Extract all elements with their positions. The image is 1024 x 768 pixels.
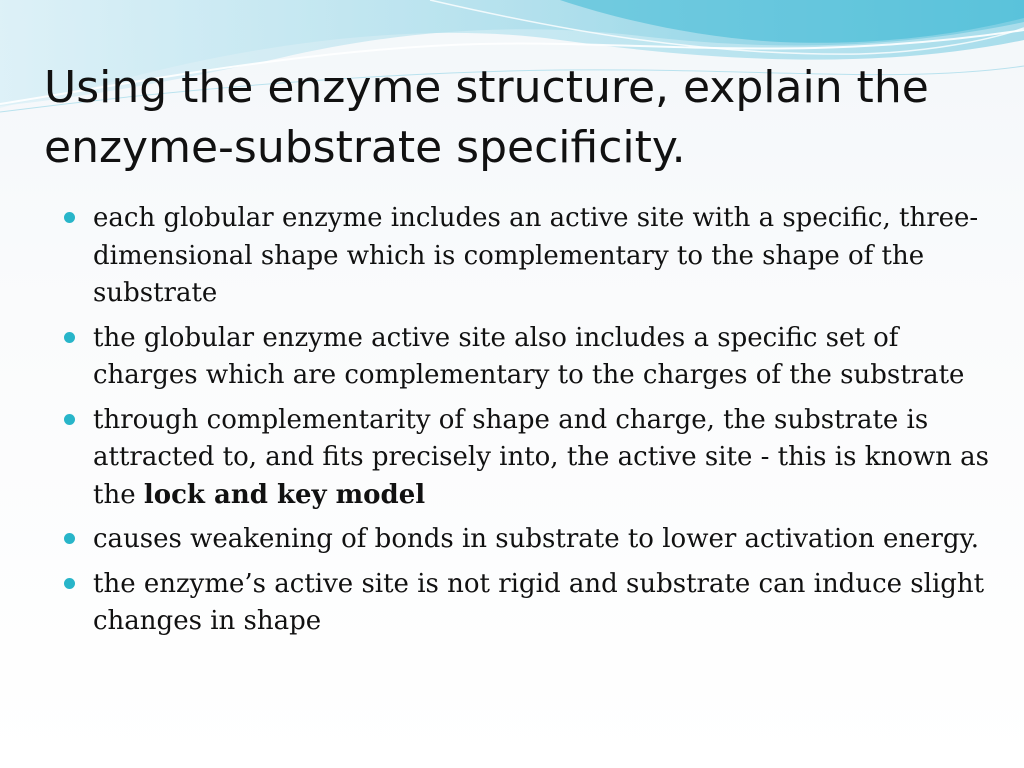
bold-term: lock and key model	[143, 479, 426, 510]
bullet-text: the globular enzyme active site also includes a specific set of charges which are complementary to the charges of the substrate	[93, 322, 965, 390]
bullet-item	[62, 521, 992, 559]
bullet-dot-icon	[64, 414, 75, 425]
bullet-item	[62, 200, 992, 313]
bullet-list	[62, 200, 992, 648]
bullet-text: the enzyme’s active site is not rigid and substrate can induce slight changes in shape	[93, 568, 985, 636]
bullet-dot-icon	[64, 533, 75, 544]
slide-title: Using the enzyme structure, explain the enzyme-substrate specificity.	[44, 62, 929, 173]
bullet-text: each globular enzyme includes an active site with a specific, three-dimensional shape which is complementary to the shape of the substrate	[93, 203, 979, 308]
bullet-dot-icon	[64, 212, 75, 223]
bullet-dot-icon	[64, 578, 75, 589]
bullet-text: through complementarity of shape and charge, the substrate is attracted to, and fits precisely into, the active site - this is known as the lock and key model	[93, 404, 989, 510]
bullet-text: causes weakening of bonds in substrate to lower activation energy.	[93, 524, 980, 554]
bullet-dot-icon	[64, 332, 75, 343]
bullet-item	[62, 320, 992, 395]
bullet-item	[62, 402, 992, 515]
bullet-item	[62, 566, 992, 641]
